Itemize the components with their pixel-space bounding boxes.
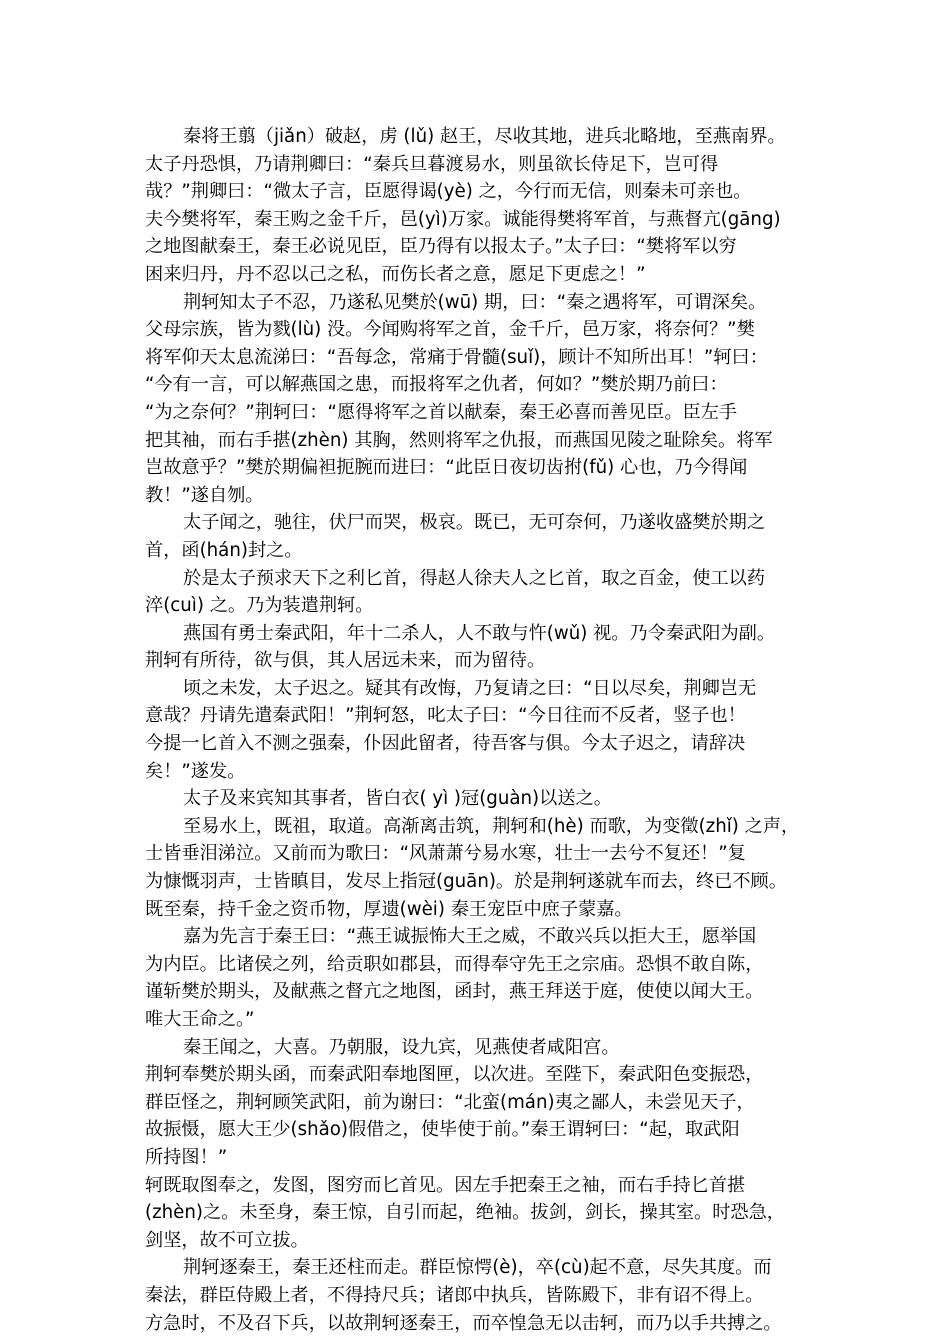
text-line: “为之奈何？”荆轲曰：“愿得将军之首以献秦，秦王必喜而善见臣。臣左手 [145,401,738,423]
text-line: 士皆垂泪涕泣。又前而为歌曰：“风萧萧兮易水寒，壮士一去兮不复还！”复 [145,843,746,865]
text-line: 为慷慨羽声，士皆瞋目，发尽上指冠(guān)。於是荆轲遂就车而去，终已不顾。 [145,871,787,893]
text-line: 夫今樊将军，秦王购之金千斤，邑(yì)万家。诚能得樊将军首，与燕督亢(gāng) [145,208,781,230]
text-line: 荆轲知太子不忍，乃遂私见樊於(wū) 期，曰：“秦之遇将军，可谓深矣。 [183,291,767,313]
text-line: “今有一言，可以解燕国之患，而报将军之仇者，何如？”樊於期乃前曰： [145,374,728,396]
text-line: 意哉？丹请先遣秦武阳！”荆轲怒，叱太子曰：“今日往而不反者，竖子也！ [145,705,746,727]
text-line: 唯大王命之。” [145,1009,255,1030]
text-line: 荆轲逐秦王，秦王还柱而走。群臣惊愕(è)，卒(cù)起不意，尽失其度。而 [183,1257,772,1279]
text-line: 於是太子预求天下之利匕首，得赵人徐夫人之匕首，取之百金，使工以药 [183,567,766,589]
text-line: 燕国有勇士秦武阳，年十二杀人，人不敢与忤(wǔ) 视。乃令秦武阳为副。 [183,622,776,644]
text-line: 把其袖，而右手揕(zhèn) 其胸，然则将军之仇报，而燕国见陵之耻除矣。将军 [145,429,773,451]
text-line: 嘉为先言于秦王曰：“燕王诚振怖大王之威，不敢兴兵以拒大王，愿举国 [183,926,757,948]
text-line: 哉？”荆卿曰：“微太子言，臣愿得谒(yè) 之，今行而无信，则秦未可亲也。 [145,181,752,203]
text-line: 矣！”遂发。 [145,760,246,782]
text-line: 首，函(hán)封之。 [145,539,303,561]
text-line: 剑坚，故不可立拔。 [145,1229,309,1251]
text-line: 方急时，不及召下兵，以故荆轲逐秦王，而卒惶急无以击轲，而乃以手共搏之。 [145,1312,782,1334]
text-line: 荆轲奉樊於期头函，而秦武阳奉地图匣，以次进。至陛下，秦武阳色变振恐， [145,1064,764,1086]
text-line: 既至秦，持千金之资币物，厚遗(wèi) 秦王宠臣中庶子蒙嘉。 [145,898,633,920]
text-line: 群臣怪之，荆轲顾笑武阳，前为谢曰：“北蛮(mán)夷之鄙人，未尝见天子， [145,1091,755,1113]
text-line: 顷之未发，太子迟之。疑其有改悔，乃复请之曰：“日以尽矣，荆卿岂无 [183,677,757,699]
text-line: 之地图献秦王，秦王必说见臣，臣乃得有以报太子。”太子曰：“樊将军以穷 [145,236,737,258]
text-line: 所持图！” [145,1146,228,1168]
document-body [145,123,820,1337]
text-line: 太子丹恐惧，乃请荆卿曰：“秦兵旦暮渡易水，则虽欲长侍足下，岂可得 [145,153,719,175]
text-line: 故振慑，愿大王少(shǎo)假借之，使毕使于前。”秦王谓轲曰：“起，取武阳 [145,1119,740,1141]
text-line: 秦法，群臣侍殿上者，不得持尺兵；诸郎中执兵，皆陈殿下，非有诏不得上。 [145,1284,764,1306]
text-line: 困来归丹，丹不忍以己之私，而伤长者之意，愿足下更虑之！” [145,263,646,285]
text-line: 教！”遂自刎。 [145,484,264,506]
text-line: 淬(cuì) 之。乃为装遣荆轲。 [145,595,374,617]
text-line: 将军仰天太息流涕曰：“吾每念，常痛于骨髓(suǐ)，顾计不知所出耳！”轲曰： [145,346,768,368]
text-line: 秦王闻之，大喜。乃朝服，设九宾，见燕使者咸阳宫。 [183,1036,620,1058]
text-line: 至易水上，既祖，取道。高渐离击筑，荆轲和(hè) 而歌，为变徵(zhǐ) 之声， [183,815,800,837]
text-line: 秦将王翦（jiǎn）破赵，虏 (lǔ) 赵王，尽收其地，进兵北略地，至燕南界。 [183,126,786,147]
text-line: 今提一匕首入不测之强秦，仆因此留者，待吾客与俱。今太子迟之，请辞决 [145,733,746,755]
text-line: 太子及来宾知其事者，皆白衣( yì )冠(guàn)以送之。 [183,788,612,810]
text-line: (zhèn)之。未至身，秦王惊，自引而起，绝袖。拔剑，剑长，操其室。时恐急， [145,1202,785,1224]
text-line: 为内臣。比诸侯之列，给贡职如郡县，而得奉守先王之宗庙。恐惧不敢自陈， [145,953,764,975]
text-line: 荆轲有所待，欲与俱，其人居远未来，而为留待。 [145,650,546,672]
text-line: 轲既取图奉之，发图，图穷而匕首见。因左手把秦王之袖，而右手持匕首揕 [145,1174,746,1196]
text-line: 太子闻之，驰往，伏尸而哭，极哀。既已，无可奈何，乃遂收盛樊於期之 [183,512,766,534]
text-line: 父母宗族，皆为戮(lù) 没。今闻购将军之首，金千斤，邑万家，将奈何？”樊 [145,319,755,341]
text-line: 谨斩樊於期头，及献燕之督亢之地图，函封，燕王拜送于庭，使使以闻大王。 [145,981,764,1003]
text-line: 岂故意乎？”樊於期偏袒扼腕而进曰：“此臣日夜切齿拊(fǔ) 心也，乃今得闻 [145,457,748,479]
